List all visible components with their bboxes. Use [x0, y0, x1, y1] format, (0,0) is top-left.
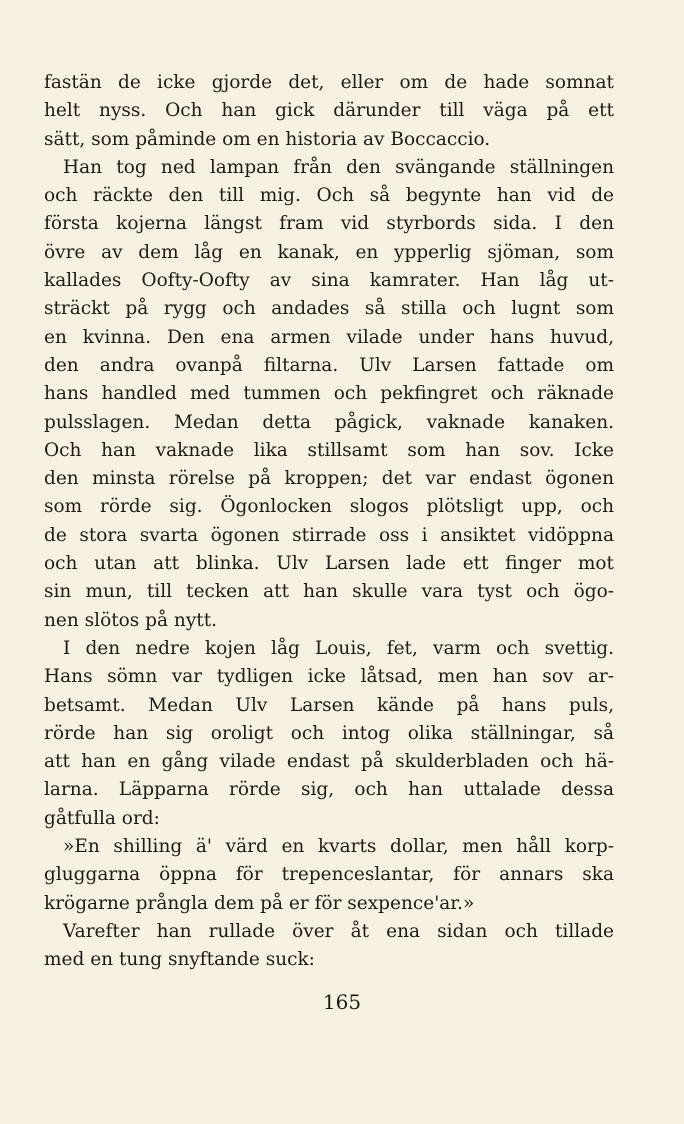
text-line-28: »En shilling ä' värd en kvarts dollar, men håll korp- — [63, 836, 614, 858]
text-line-9: sträckt på rygg och andades så stilla och lugnt som — [44, 298, 614, 320]
text-line-22: Hans sömn var tydligen icke låtsad, men han sov ar- — [44, 666, 614, 688]
text-line-16: som rörde sig. Ögonlocken slogos plötsligt upp, och — [44, 496, 614, 518]
text-line-25: att han en gång vilade endast på skulderbladen och hä- — [44, 751, 614, 773]
text-line-12: hans handled med tummen och pekfingret och räknade — [44, 383, 614, 405]
page-number: 165 — [322, 990, 362, 1014]
text-line-14: Och han vaknade lika stillsamt som han sov. Icke — [44, 439, 614, 461]
text-line-23: betsamt. Medan Ulv Larsen kände på hans puls, — [44, 694, 614, 716]
text-line-18: och utan att blinka. Ulv Larsen lade ett finger mot — [44, 553, 614, 575]
text-line-26: larna. Läpparna rörde sig, och han uttalade dessa — [44, 779, 614, 801]
text-line-32: med en tung snyftande suck: — [44, 949, 315, 971]
text-line-1: fastän de icke gjorde det, eller om de hade somnat — [44, 72, 614, 93]
text-line-3: sätt, som påminde om en historia av Boccaccio. — [44, 128, 491, 150]
text-line-10: en kvinna. Den ena armen vilade under hans huvud, — [44, 326, 614, 348]
text-line-29: gluggarna öppna för trepenceslantar, för annars ska — [44, 864, 614, 886]
text-line-8: kallades Oofty-Oofty av sina kamrater. Han låg ut- — [44, 270, 614, 292]
text-line-30: krögarne prångla dem på er för sexpence'ar.» — [44, 892, 475, 914]
text-line-27: gåtfulla ord: — [44, 807, 160, 829]
text-line-7: övre av dem låg en kanak, en ypperlig sjöman, som — [44, 241, 614, 263]
text-line-24: rörde han sig oroligt och intog olika ställningar, så — [44, 722, 614, 744]
text-line-17: de stora svarta ögonen stirrade oss i ansiktet vidöppna — [44, 524, 614, 546]
text-line-21: I den nedre kojen låg Louis, fet, varm och svettig. — [63, 637, 614, 659]
text-line-6: första kojerna längst fram vid styrbords sida. I den — [44, 213, 614, 235]
text-line-2: helt nyss. Och han gick därunder till väga på ett — [44, 100, 614, 122]
text-line-15: den minsta rörelse på kroppen; det var endast ögonen — [44, 468, 614, 490]
text-line-13: pulsslagen. Medan detta pågick, vaknade kanaken. — [44, 411, 614, 433]
text-line-19: sin mun, till tecken att han skulle vara tyst och ögo- — [44, 581, 614, 603]
text-line-31: Varefter han rullade över åt ena sidan och tillade — [63, 920, 614, 942]
body-text — [44, 69, 614, 975]
text-line-20: nen slötos på nytt. — [44, 609, 218, 631]
text-line-11: den andra ovanpå filtarna. Ulv Larsen fattade om — [44, 354, 614, 376]
text-line-4: Han tog ned lampan från den svängande ställningen — [63, 156, 614, 178]
text-line-5: och räckte den till mig. Och så begynte han vid de — [44, 185, 614, 207]
